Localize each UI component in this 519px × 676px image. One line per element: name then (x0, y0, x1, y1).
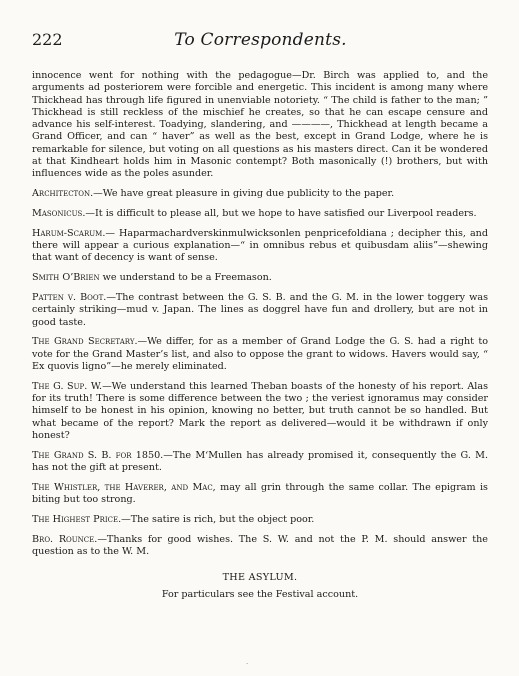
paragraph (32, 534, 488, 559)
paragraph-text: —The contrast between the G. S. B. and the G. M. in the lower toggery was certainly striking—mud v. Japan. The lines as doggrel have fun and drollery, but are not in good taste. (32, 291, 489, 328)
paragraph-lead: The G. Sup. W. (32, 380, 103, 392)
page-number: 222 (32, 30, 63, 49)
paragraph-lead: Smith O’Brien (32, 272, 100, 284)
paragraph-lead: Harum-Scarum. (32, 227, 106, 239)
paragraph-text: we understand to be a Freemason. (99, 272, 272, 284)
paragraph (32, 228, 488, 265)
paragraph-text: —We understand this learned Theban boasts of the honesty of his report. Alas for its truth! There is some difference between the two ; the veriest ignoramus may consider himself to be honest in his opinion, knowing no better, but truth cannot be so handled. But what became of the report? Mark the report as delivered—would it be withdrawn if only honest? (32, 380, 488, 441)
paragraph-lead: Bro. Rounce. (32, 533, 98, 545)
paragraph-lead: Patten v. Boot. (32, 291, 107, 303)
paragraph (32, 482, 488, 507)
page-header (32, 30, 489, 52)
paragraph-text: —The satire is rich, but the object poor. (121, 513, 315, 525)
paragraph (32, 292, 488, 329)
paragraph-lead: The Whistler, the Haverer, and Mac, (32, 481, 216, 493)
correspondents-body (32, 70, 488, 601)
paragraph-text: innocence went for nothing with the pedagogue—Dr. Birch was applied to, and the arguments ad posteriorem were forcible and energetic. This incident is among many where Thickhead has through life figured in unenviable notoriety. “ The child is father to the man; ” Thickhead is still reckless of the mischief he creates, so that he can escape censure and advance his self-interest. Toadying, slandering, and ————, Thickhead at length became a Grand Officer, and can “ haver” as well as the best, except in Grand Lodge, where he is remarkable for silence, but voting on all questions as his masters direct. Can it be wondered at that Kindheart holds him in Masonic contempt? Both masonically (!) brothers, but with influences wide as the poles asunder. (32, 70, 488, 180)
paragraph-text: —We have great pleasure in giving due publicity to the paper. (93, 188, 395, 200)
paragraph-text: may all grin through the same collar. The epigram is biting but too strong. (32, 481, 488, 506)
paragraph (32, 208, 488, 220)
paragraph-lead: Architecton. (32, 188, 94, 200)
paragraph (32, 450, 488, 475)
page-speck: · (246, 660, 249, 668)
paragraph (32, 272, 488, 284)
running-title: To Correspondents. (174, 30, 347, 50)
paragraph-text: —Thanks for good wishes. The S. W. and not the P. M. should answer the question as to the W. M. (32, 533, 488, 557)
paragraph-text: —It is difficult to please all, but we hope to have satisfied our Liverpool readers. (85, 207, 477, 219)
paragraph-text: —We differ, for as a member of Grand Lodge the G. S. had a right to vote for the Grand Master’s list, and also to oppose the grant to widows. Havers would say, “ Ex quovis ligno”—he merely eliminated. (32, 336, 488, 372)
paragraph-lead: The Grand Secretary. (32, 336, 138, 348)
paragraph (32, 381, 488, 442)
asylum-heading: THE ASYLUM. (222, 572, 298, 584)
paragraph (32, 70, 488, 181)
paragraph-lead: The Grand S. B. for 1850. (32, 449, 164, 461)
paragraph (32, 188, 488, 200)
paragraph-text: — Haparmachardverskinmulwicksonlen penpricefoldiana ; decipher this, and there will appear a curious explanation—“ in omnibus rebus et quibusdam aliis”—shewing that want of decency is want of sense. (32, 227, 488, 264)
paragraph-lead: Masonicus. (32, 207, 86, 219)
paragraph (32, 514, 488, 526)
asylum-note: For particulars see the Festival account. (161, 588, 359, 600)
paragraph-lead: The Highest Price. (32, 513, 122, 525)
paragraph (32, 336, 488, 373)
paragraph-text: —The M‘Mullen has already promised it, consequently the G. M. has not the gift at present. (32, 449, 488, 474)
